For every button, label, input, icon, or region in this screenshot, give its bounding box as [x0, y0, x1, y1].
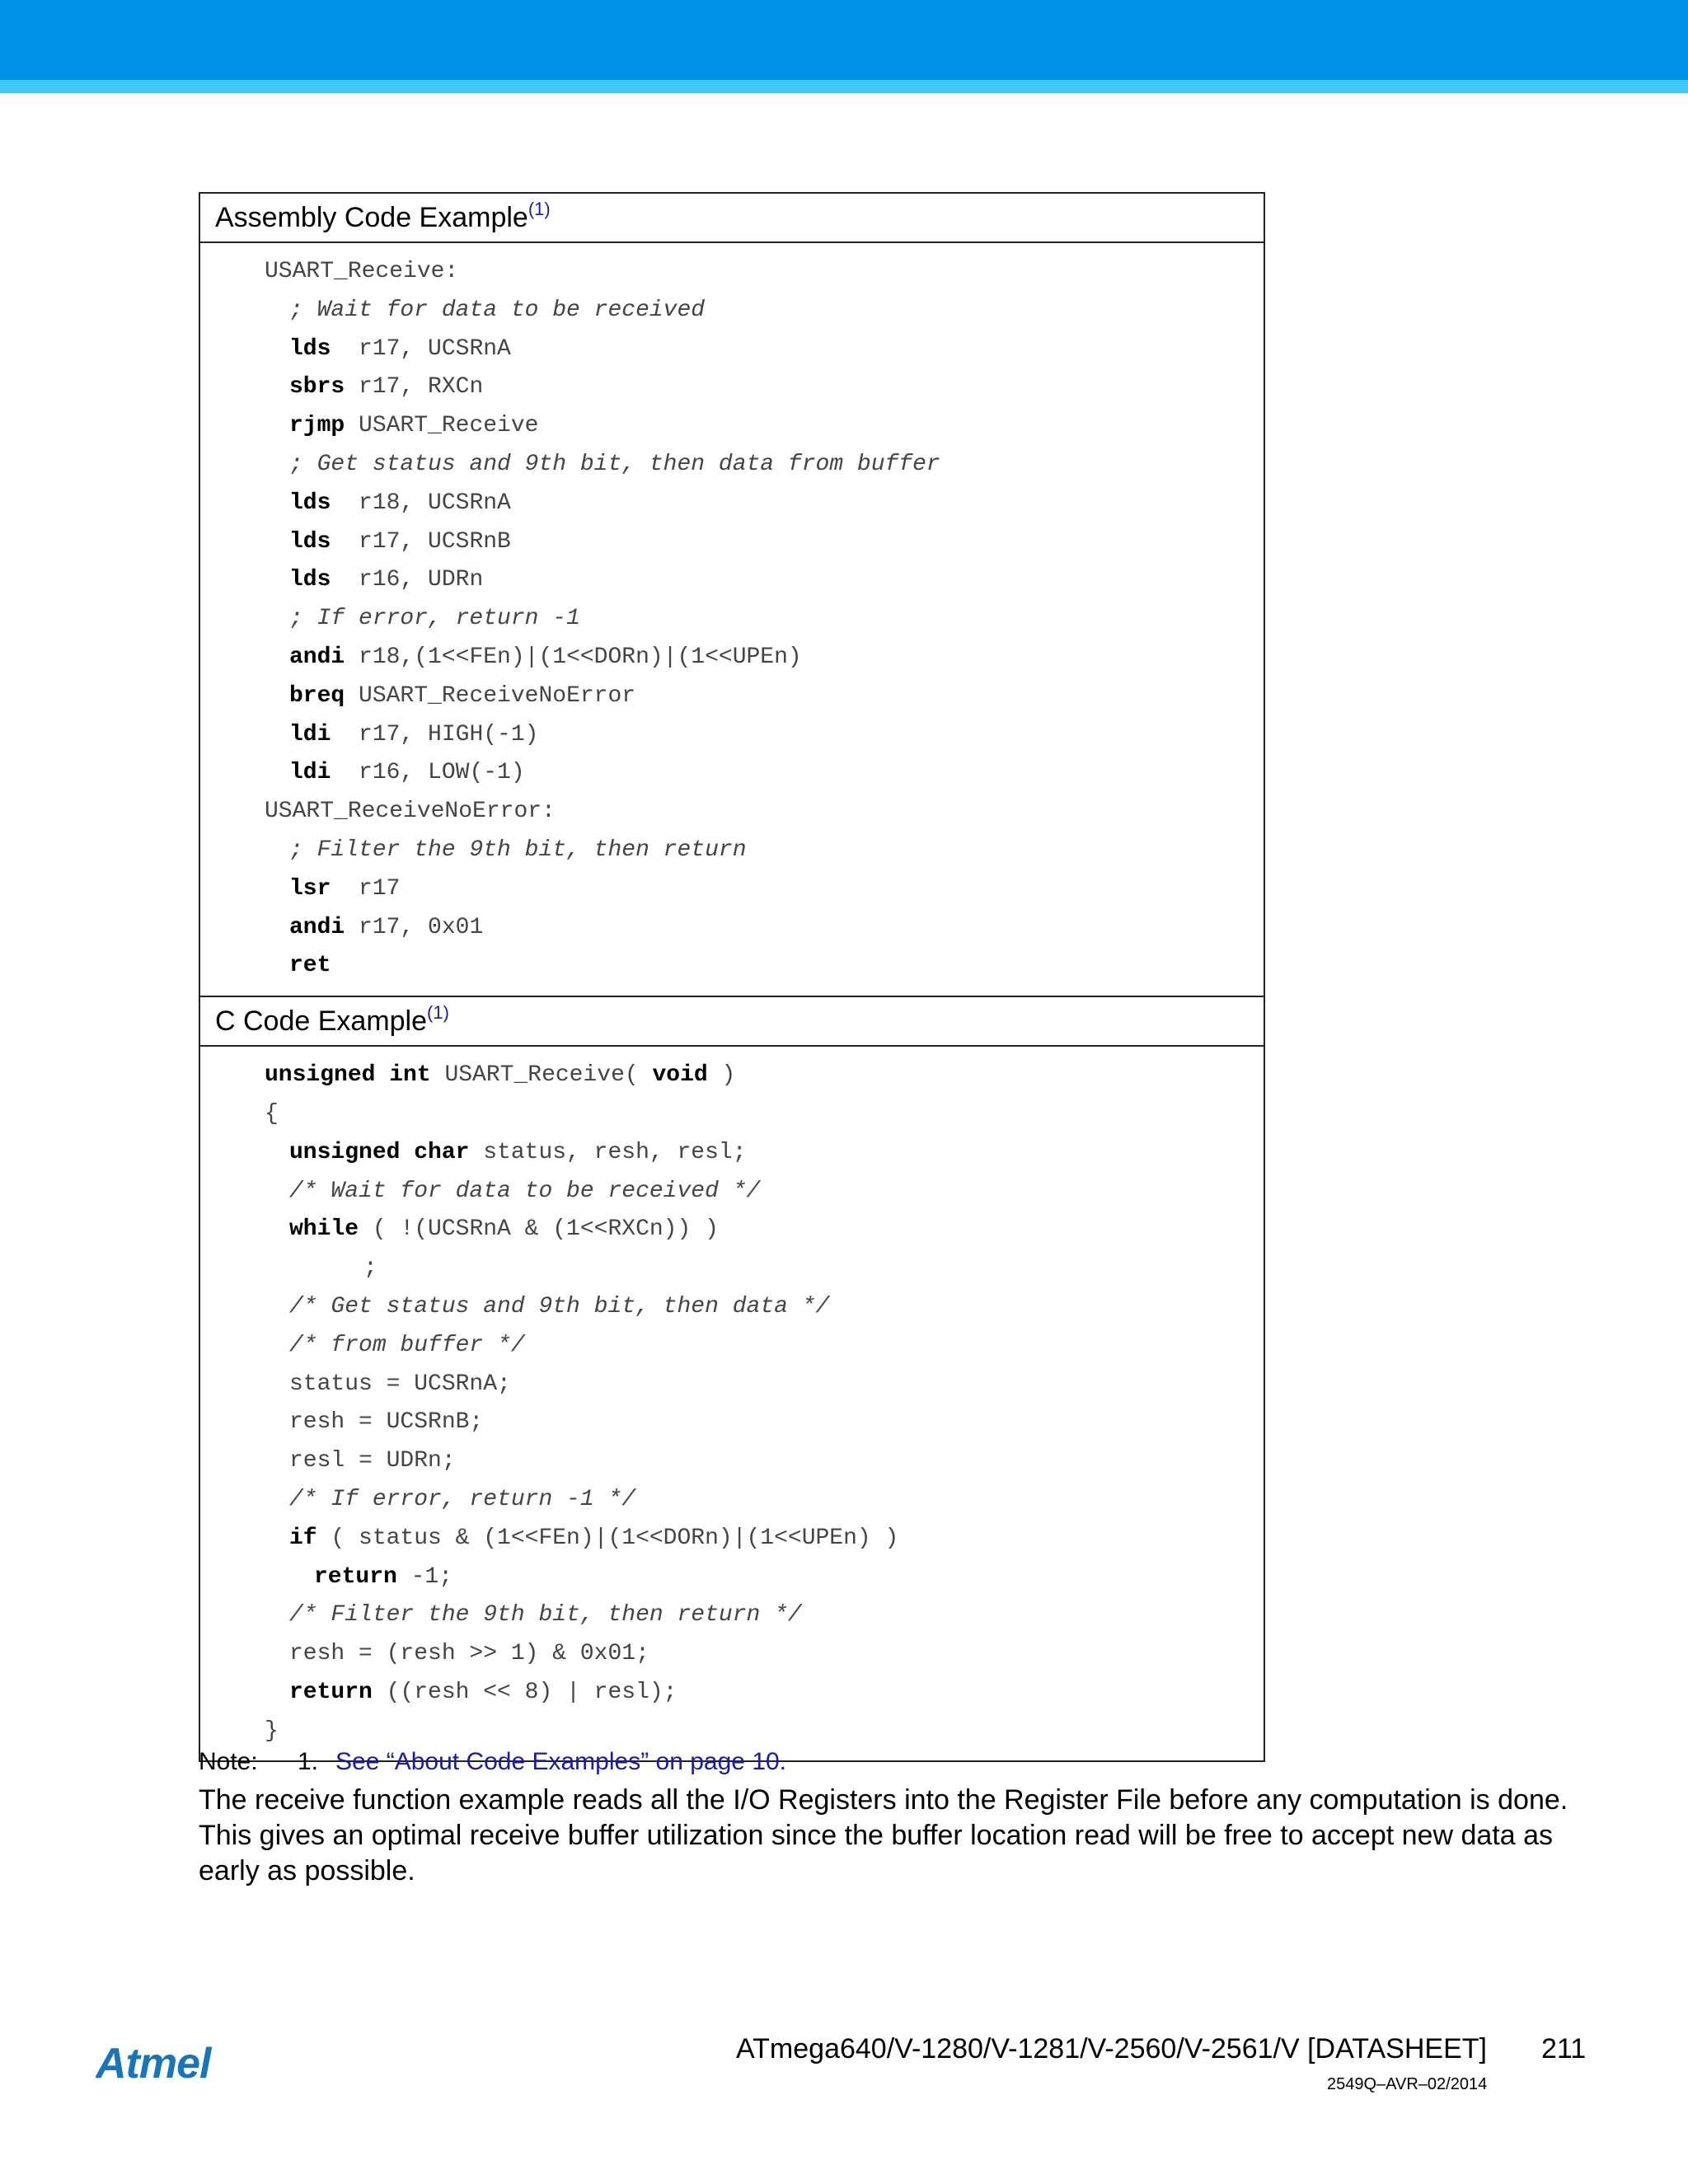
code-keyword: void [652, 1062, 708, 1089]
code-keyword: ldi [289, 760, 331, 786]
code-line [200, 947, 1264, 986]
code-line [200, 1134, 1264, 1173]
code-text: { [265, 1100, 279, 1127]
code-line [200, 485, 1264, 523]
code-keyword: lds [289, 490, 331, 516]
code-comment: /* Get status and 9th bit, then data */ [289, 1293, 830, 1319]
code-keyword: ret [289, 953, 331, 979]
code-example-table [199, 192, 1265, 1762]
code-text: USART_ReceiveNoError [345, 682, 636, 709]
code-line [200, 1173, 1264, 1212]
code-text: } [265, 1718, 279, 1744]
c-section-title: C Code Example$^{(1)}$ [200, 997, 1264, 1047]
code-keyword: breq [289, 682, 345, 709]
code-text: ( !(UCSRnA & (1<<RXCn)) ) [359, 1216, 719, 1243]
code-line [200, 561, 1264, 600]
code-text: -1; [396, 1563, 453, 1590]
code-line [200, 1288, 1264, 1327]
code-text: USART_Receive( [430, 1062, 653, 1089]
footnote [199, 1746, 786, 1779]
assembly-section-title: Assembly Code Example$^{(1)}$ [200, 194, 1264, 243]
assembly-code-block [200, 243, 1264, 997]
code-keyword: unsigned char [289, 1139, 470, 1165]
code-line [200, 1481, 1264, 1520]
code-line [200, 754, 1264, 793]
code-text: resh = (resh >> 1) & 0x01; [289, 1641, 649, 1667]
code-comment: ; If error, return -1 [289, 606, 580, 632]
atmel-logo [96, 2040, 240, 2085]
code-keyword: andi [289, 644, 345, 670]
code-text: r17, HIGH(-1) [331, 721, 539, 748]
document-title: ATmega640/V-1280/V-1281/V-2560/V-2561/V [DATASHEET] [736, 2033, 1487, 2064]
code-line [200, 407, 1264, 446]
code-line [200, 1404, 1264, 1442]
footnote-ref[interactable]: (1) [427, 1002, 449, 1024]
code-line [200, 1635, 1264, 1674]
code-text: status = UCSRnA; [289, 1371, 511, 1397]
code-examples-link[interactable]: See “About Code Examples” on page 10. [335, 1748, 787, 1775]
note-number: 1. [298, 1748, 319, 1775]
code-text: r17, UCSRnB [331, 528, 511, 555]
code-line [200, 1249, 1264, 1288]
code-keyword: sbrs [289, 374, 345, 401]
code-line [200, 600, 1264, 639]
code-line [200, 909, 1264, 948]
code-comment: /* Wait for data to be received */ [289, 1178, 761, 1204]
code-line [200, 677, 1264, 716]
code-text: ((resh << 8) | resl); [372, 1679, 678, 1705]
code-keyword: return [289, 1679, 373, 1705]
header-bar [0, 0, 1688, 80]
code-line [200, 1057, 1264, 1095]
code-text: r17, 0x01 [345, 914, 484, 940]
code-text: resh = UCSRnB; [289, 1409, 484, 1436]
code-line [200, 1674, 1264, 1713]
code-line [200, 793, 1264, 832]
code-text: r16, LOW(-1) [331, 760, 525, 786]
code-line [200, 639, 1264, 677]
code-keyword: return [314, 1563, 397, 1590]
code-line [200, 523, 1264, 562]
body-paragraph: The receive function example reads all the I/O Registers into the Register File before any computation is done. This gives an optimal receive buffer utilization since the buffer location read will be free to accept new data as early as possible. [199, 1784, 1568, 1886]
code-text: r18, UCSRnA [331, 490, 511, 516]
code-comment: ; Get status and 9th bit, then data from buffer [289, 451, 940, 477]
code-text: status, resh, resl; [469, 1139, 747, 1165]
code-line [200, 330, 1264, 369]
code-line [200, 253, 1264, 292]
page-number: 211 [1541, 2033, 1587, 2064]
code-line [200, 1558, 1264, 1597]
code-text: resl = UDRn; [289, 1448, 456, 1474]
code-keyword: if [289, 1525, 317, 1551]
code-line [200, 1442, 1264, 1481]
code-text: r16, UDRn [331, 567, 484, 593]
code-line [200, 870, 1264, 909]
code-text: USART_ReceiveNoError: [265, 799, 556, 825]
code-keyword: lds [289, 335, 331, 362]
code-keyword: lsr [289, 875, 331, 902]
code-comment: /* If error, return -1 */ [289, 1486, 636, 1512]
code-keyword: unsigned int [265, 1062, 431, 1089]
header-stripe [0, 80, 1688, 93]
code-line [200, 1520, 1264, 1558]
code-line [200, 1596, 1264, 1635]
logo-text: Atmel [96, 2040, 211, 2085]
code-keyword: lds [289, 567, 331, 593]
code-text: USART_Receive: [265, 259, 459, 284]
code-comment: ; Wait for data to be received [289, 297, 706, 323]
code-line [200, 292, 1264, 330]
code-comment: ; Filter the 9th bit, then return [289, 837, 747, 863]
code-keyword: rjmp [289, 413, 345, 439]
code-line [200, 368, 1264, 407]
code-text: ; [363, 1255, 377, 1282]
note-label: Note: [199, 1748, 258, 1775]
c-code-block [200, 1047, 1264, 1760]
code-comment: /* from buffer */ [289, 1332, 525, 1358]
code-text: r17 [331, 875, 401, 902]
code-keyword: while [289, 1216, 359, 1243]
code-text: r17, RXCn [345, 374, 484, 401]
code-line [200, 832, 1264, 870]
code-line [200, 716, 1264, 755]
code-comment: /* Filter the 9th bit, then return */ [289, 1602, 802, 1629]
code-line [200, 446, 1264, 485]
code-line [200, 1366, 1264, 1404]
code-text: USART_Receive [345, 413, 539, 439]
code-text: ( status & (1<<FEn)|(1<<DORn)|(1<<UPEn) ) [316, 1525, 899, 1551]
code-keyword: andi [289, 914, 345, 940]
code-keyword: ldi [289, 721, 331, 748]
code-text: r17, UCSRnA [331, 335, 511, 362]
document-code: 2549Q–AVR–02/2014 [1327, 2075, 1488, 2093]
code-keyword: lds [289, 528, 331, 555]
footnote-ref[interactable]: (1) [528, 199, 551, 219]
code-text: ) [707, 1062, 736, 1089]
code-text: r18,(1<<FEn)|(1<<DORn)|(1<<UPEn) [345, 644, 802, 670]
code-line [200, 1327, 1264, 1366]
code-line [200, 1211, 1264, 1249]
code-line [200, 1095, 1264, 1134]
